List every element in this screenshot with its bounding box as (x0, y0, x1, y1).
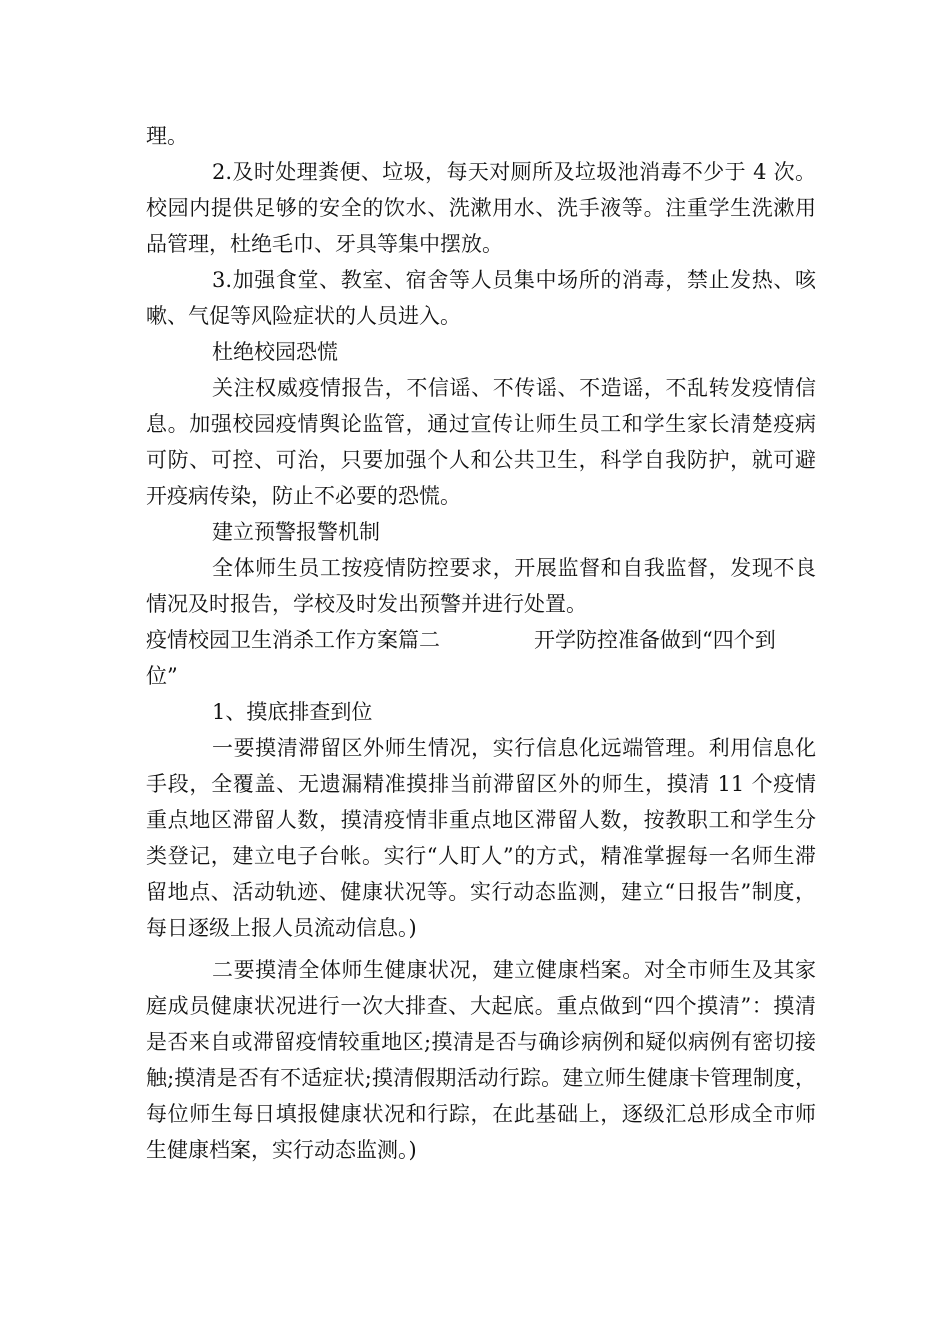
document-body (146, 118, 816, 1168)
section-heading-survey: 1、摸底排查到位 (212, 700, 373, 724)
paragraph-item-2: 2.及时处理粪便、垃圾，每天对厕所及垃圾池消毒不少于 4 次。校园内提供足够的安全的饮水、洗漱用水、洗手液等。注重学生洗漱用品管理，杜绝毛巾、牙具等集中摆放。 (146, 160, 816, 256)
paragraph-prevent-panic: 关注权威疫情报告，不信谣、不传谣、不造谣，不乱转发疫情信息。加强校园疫情舆论监管，通过宣传让师生员工和学生家长清楚疫病可防、可控、可治，只要加强个人和公共卫生，科学自我防护，就可避开疫病传染，防止不必要的恐慌。 (146, 376, 816, 508)
article-title-line (146, 622, 816, 658)
paragraph-survey-first: 一要摸清滞留区外师生情况，实行信息化远端管理。利用信息化手段，全覆盖、无遗漏精准摸排当前滞留区外的师生，摸清 11 个疫情重点地区滞留人数，摸清疫情非重点地区滞留人数，按教职工和学生分类登记，建立电子台帐。实行“人盯人”的方式，精准掌握每一名师生滞留地点、活动轨迹、健康状况等。实行动态监测，建立“日报告”制度，每日逐级上报人员流动信息。) (146, 736, 816, 940)
paragraph-survey-second: 二要摸清全体师生健康状况，建立健康档案。对全市师生及其家庭成员健康状况进行一次大排查、大起底。重点做到“四个摸清”：摸清是否来自或滞留疫情较重地区;摸清是否与确诊病例和疑似病例有密切接触;摸清是否有不适症状;摸清假期活动行踪。建立师生健康卡管理制度，每位师生每日填报健康状况和行踪，在此基础上，逐级汇总形成全市师生健康档案，实行动态监测。) (146, 958, 816, 1162)
section-heading-prevent-panic: 杜绝校园恐慌 (212, 340, 338, 364)
article-title: 疫情校园卫生消杀工作方案篇二 (146, 628, 440, 652)
article-subtitle-continuation: 位” (146, 664, 178, 688)
paragraph-continuation: 理。 (146, 124, 188, 148)
section-heading-warning-mechanism: 建立预警报警机制 (212, 520, 380, 544)
article-subtitle: 开学防控准备做到“四个到 (534, 628, 776, 652)
paragraph-warning-mechanism: 全体师生员工按疫情防控要求，开展监督和自我监督，发现不良情况及时报告，学校及时发出预警并进行处置。 (146, 556, 816, 616)
paragraph-item-3: 3.加强食堂、教室、宿舍等人员集中场所的消毒，禁止发热、咳嗽、气促等风险症状的人员进入。 (146, 268, 816, 328)
